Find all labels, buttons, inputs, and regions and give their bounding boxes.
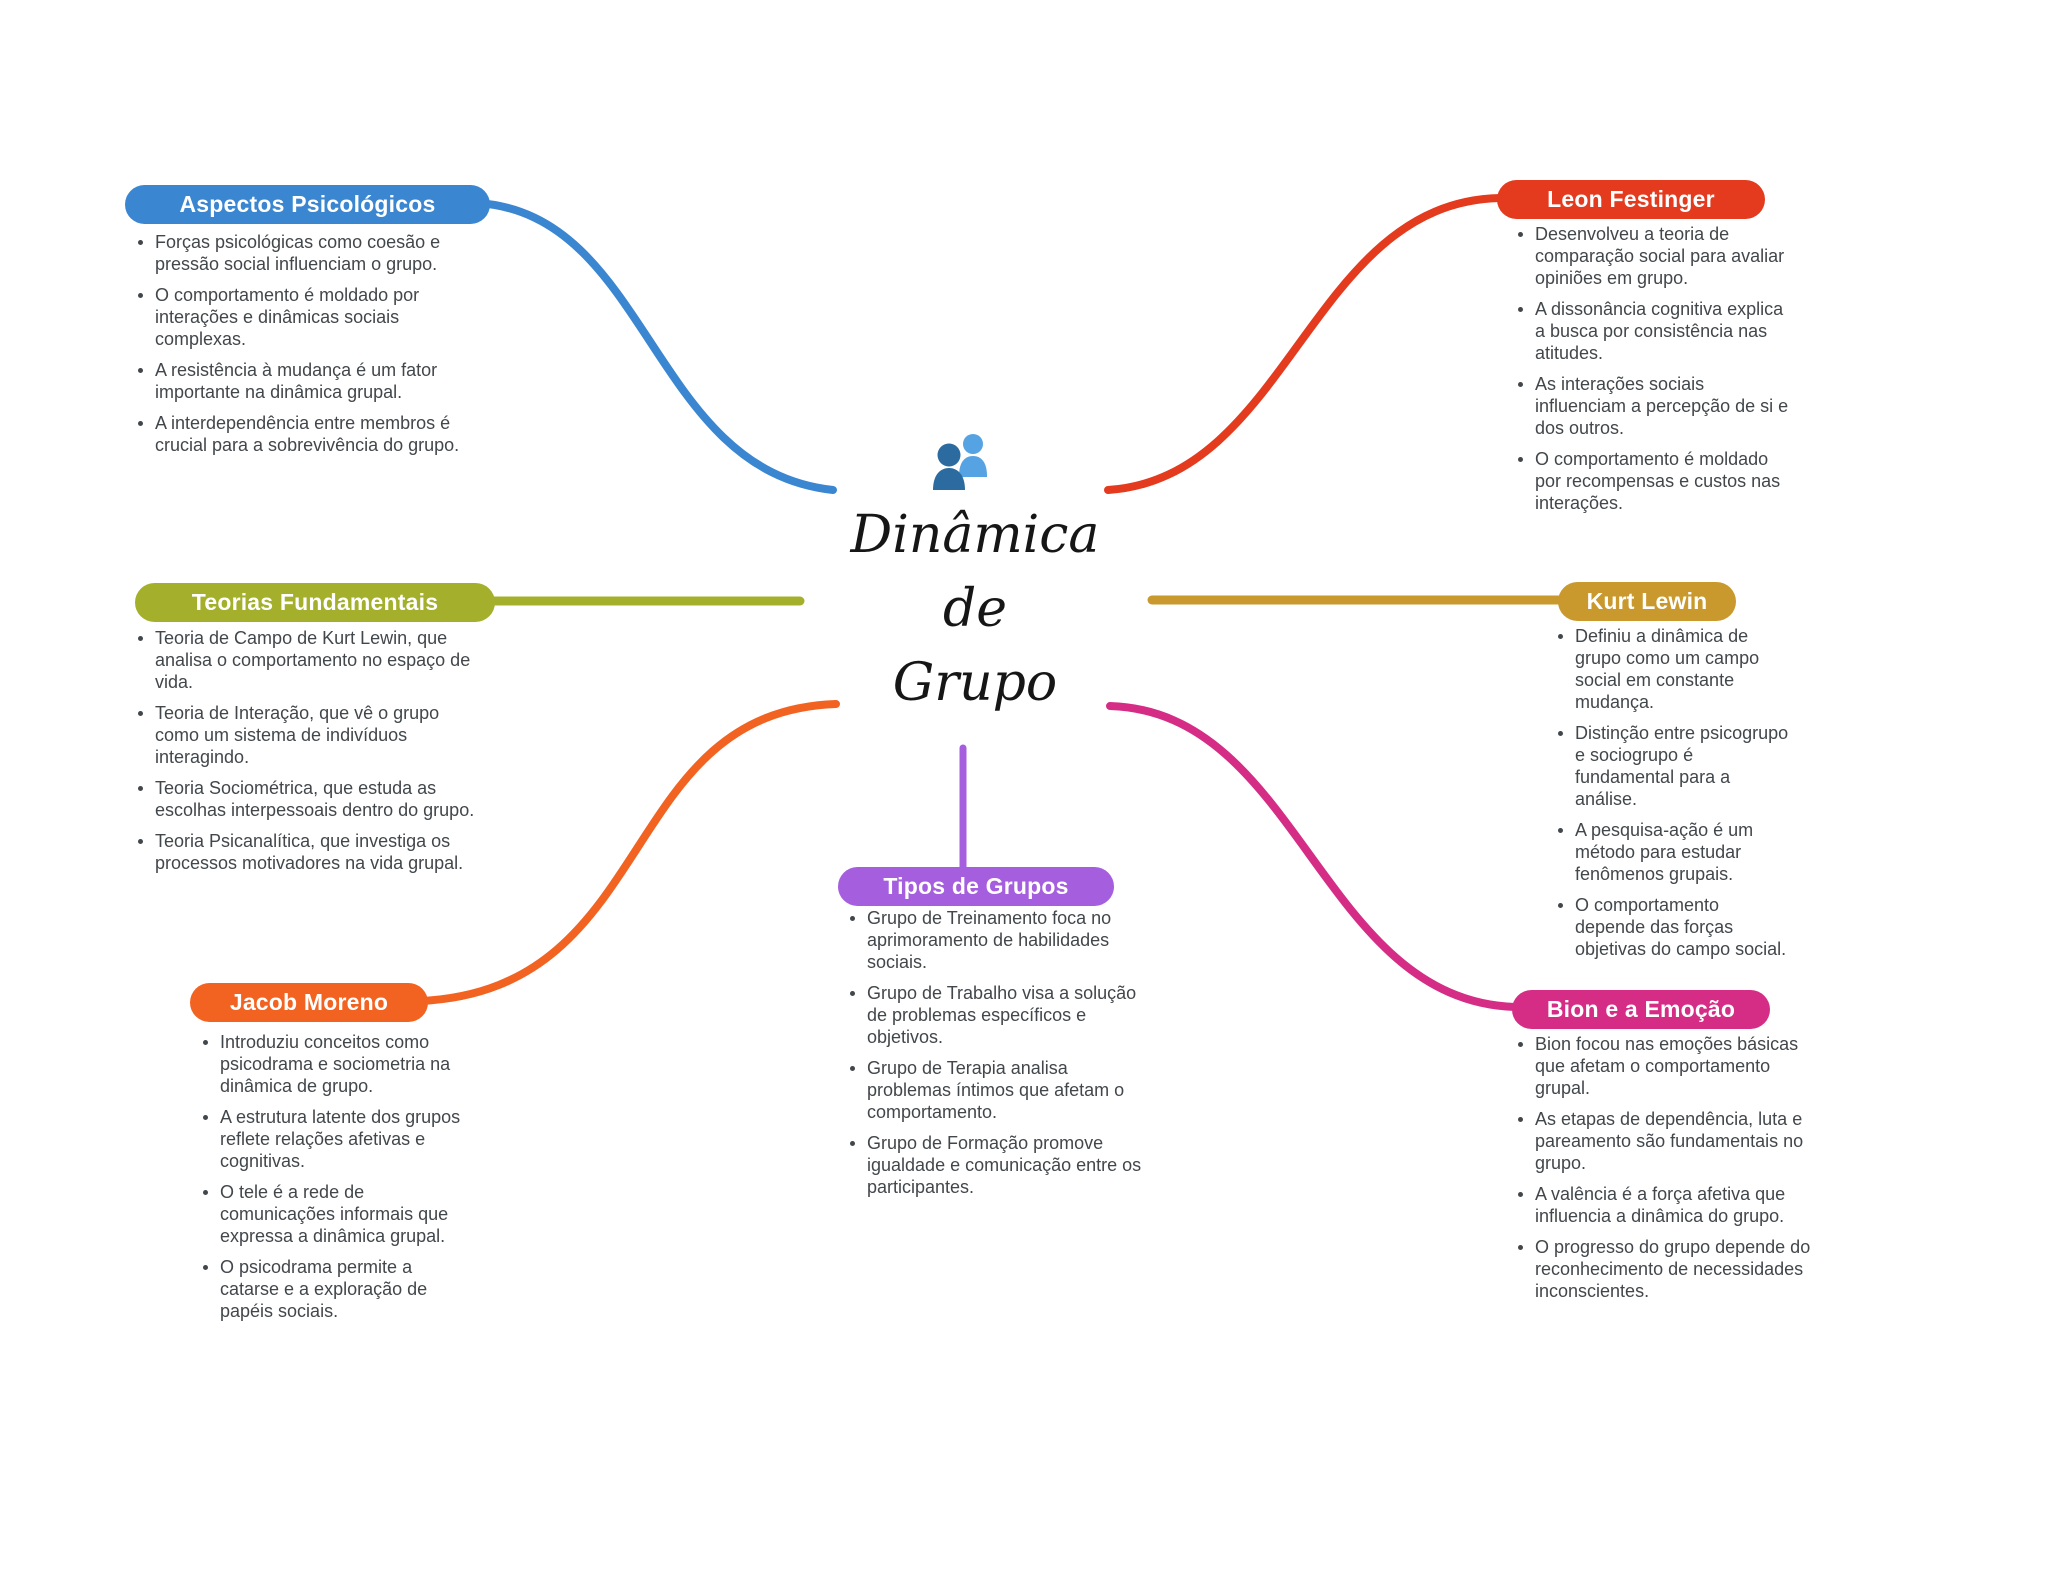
bullet-item: Teoria Sociométrica, que estuda as escolhas interpessoais dentro do grupo. bbox=[131, 777, 476, 821]
connector-bion-line bbox=[1110, 706, 1515, 1007]
branch-header-teorias-fundamentais: Teorias Fundamentais bbox=[135, 583, 495, 622]
bullet-item: Desenvolveu a teoria de comparação social para avaliar opiniões em grupo. bbox=[1511, 223, 1791, 289]
bullet-item: A estrutura latente dos grupos reflete relações afetivas e cognitivas. bbox=[196, 1106, 468, 1172]
branch-bullets-aspectos-psicologicos bbox=[131, 231, 476, 465]
bullet-item: O comportamento depende das forças objetivas do campo social. bbox=[1551, 894, 1791, 960]
bullet-item: Grupo de Trabalho visa a solução de problemas específicos e objetivos. bbox=[843, 982, 1148, 1048]
bullet-item: Distinção entre psicogrupo e sociogrupo é fundamental para a análise. bbox=[1551, 722, 1791, 810]
bullet-item: Teoria de Campo de Kurt Lewin, que analisa o comportamento no espaço de vida. bbox=[131, 627, 476, 693]
bullet-item: As interações sociais influenciam a percepção de si e dos outros. bbox=[1511, 373, 1791, 439]
bullet-item: Teoria Psicanalítica, que investiga os processos motivadores na vida grupal. bbox=[131, 830, 476, 874]
bullet-item: Bion focou nas emoções básicas que afetam o comportamento grupal. bbox=[1511, 1033, 1811, 1099]
center-title-line: Grupo bbox=[892, 653, 1058, 713]
bullet-item: O progresso do grupo depende do reconhecimento de necessidades inconscientes. bbox=[1511, 1236, 1811, 1302]
branch-bullets-jacob-moreno bbox=[196, 1031, 468, 1331]
center-title-line: de bbox=[942, 579, 1008, 639]
branch-header-leon-festinger: Leon Festinger bbox=[1497, 180, 1765, 219]
bullet-item: A dissonância cognitiva explica a busca por consistência nas atitudes. bbox=[1511, 298, 1791, 364]
center-title bbox=[800, 498, 1150, 720]
bullet-item: Teoria de Interação, que vê o grupo como um sistema de indivíduos interagindo. bbox=[131, 702, 476, 768]
branch-bullets-bion-e-a-emocao bbox=[1511, 1033, 1811, 1311]
bullet-item: A valência é a força afetiva que influencia a dinâmica do grupo. bbox=[1511, 1183, 1811, 1227]
bullet-item: A interdependência entre membros é crucial para a sobrevivência do grupo. bbox=[131, 412, 476, 456]
bullet-item: O comportamento é moldado por interações e dinâmicas sociais complexas. bbox=[131, 284, 476, 350]
branch-header-jacob-moreno: Jacob Moreno bbox=[190, 983, 428, 1022]
connector-aspectos-line bbox=[478, 203, 833, 490]
bullet-item: Grupo de Terapia analisa problemas íntimos que afetam o comportamento. bbox=[843, 1057, 1148, 1123]
person-back-shape bbox=[959, 434, 987, 477]
group-people-icon bbox=[928, 432, 994, 494]
bullet-item: Introduziu conceitos como psicodrama e sociometria na dinâmica de grupo. bbox=[196, 1031, 468, 1097]
center-title-line: Dinâmica bbox=[850, 505, 1100, 565]
branch-bullets-teorias-fundamentais bbox=[131, 627, 476, 883]
branch-header-tipos-de-grupos: Tipos de Grupos bbox=[838, 867, 1114, 906]
bullet-item: O tele é a rede de comunicações informais que expressa a dinâmica grupal. bbox=[196, 1181, 468, 1247]
bullet-item: O psicodrama permite a catarse e a exploração de papéis sociais. bbox=[196, 1256, 468, 1322]
branch-bullets-kurt-lewin bbox=[1551, 625, 1791, 969]
bullet-item: Forças psicológicas como coesão e pressão social influenciam o grupo. bbox=[131, 231, 476, 275]
connector-moreno-line bbox=[420, 704, 836, 1001]
bullet-item: Grupo de Treinamento foca no aprimoramento de habilidades sociais. bbox=[843, 907, 1148, 973]
branch-bullets-tipos-de-grupos bbox=[843, 907, 1148, 1207]
bullet-item: A pesquisa-ação é um método para estudar fenômenos grupais. bbox=[1551, 819, 1791, 885]
bullet-item: Grupo de Formação promove igualdade e comunicação entre os participantes. bbox=[843, 1132, 1148, 1198]
branch-header-kurt-lewin: Kurt Lewin bbox=[1558, 582, 1736, 621]
bullet-item: Definiu a dinâmica de grupo como um campo social em constante mudança. bbox=[1551, 625, 1791, 713]
branch-bullets-leon-festinger bbox=[1511, 223, 1791, 523]
connector-festinger-line bbox=[1108, 198, 1500, 490]
branch-header-bion-e-a-emocao: Bion e a Emoção bbox=[1512, 990, 1770, 1029]
bullet-item: A resistência à mudança é um fator importante na dinâmica grupal. bbox=[131, 359, 476, 403]
bullet-item: O comportamento é moldado por recompensas e custos nas interações. bbox=[1511, 448, 1791, 514]
bullet-item: As etapas de dependência, luta e pareamento são fundamentais no grupo. bbox=[1511, 1108, 1811, 1174]
branch-header-aspectos-psicologicos: Aspectos Psicológicos bbox=[125, 185, 490, 224]
